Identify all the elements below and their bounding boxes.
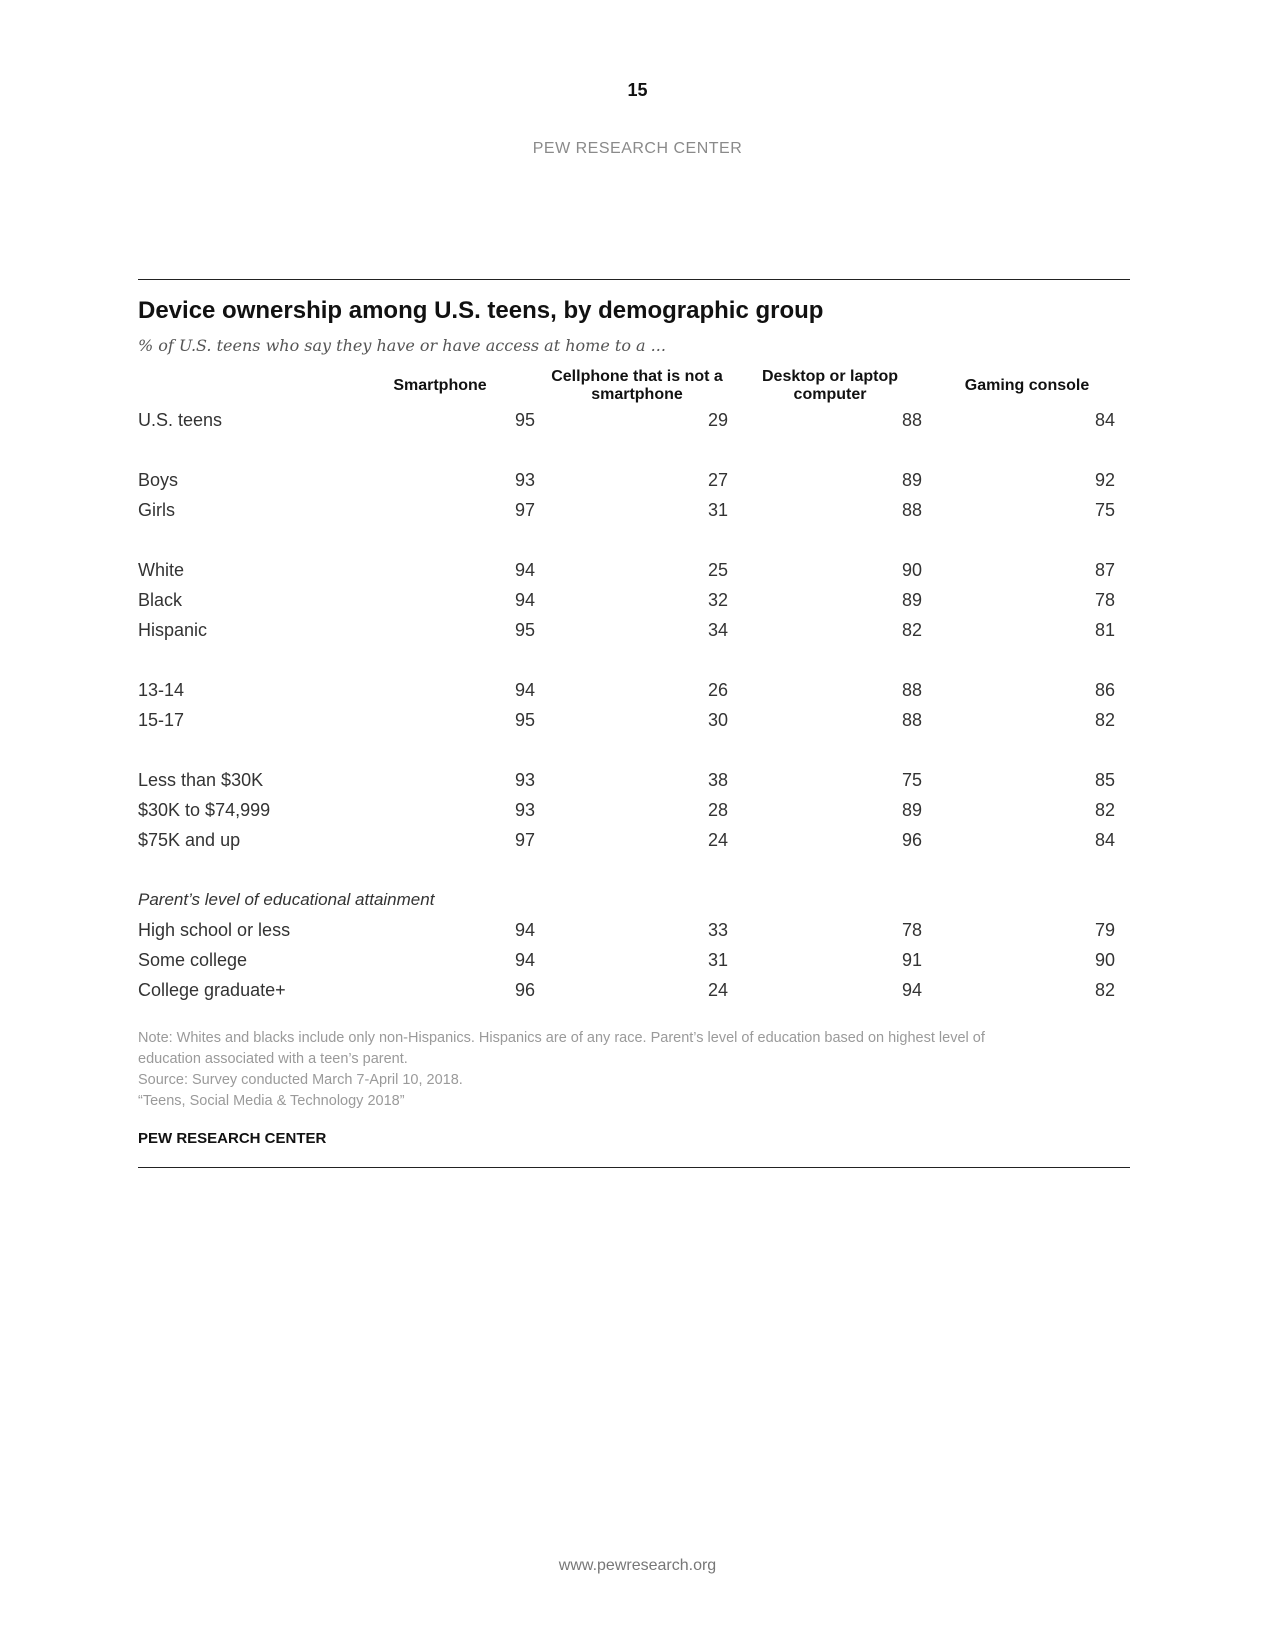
table-subtitle: % of U.S. teens who say they have or have access at home to a ...: [138, 336, 666, 355]
cell-cellphone: 31: [707, 500, 729, 520]
table-note: [138, 1028, 1098, 1112]
row-label: Black: [138, 590, 183, 610]
row-label: Boys: [138, 470, 179, 490]
cell-gaming-console: 82: [1094, 710, 1116, 730]
cell-gaming-console: 84: [1094, 830, 1116, 850]
cell-smartphone: 94: [514, 680, 536, 700]
cell-cellphone: 32: [707, 590, 729, 610]
row-label: 15-17: [138, 710, 185, 730]
table-row: [138, 495, 1130, 525]
cell-gaming-console: 81: [1094, 620, 1116, 640]
cell-smartphone: 95: [514, 410, 536, 430]
cell-computer: 88: [901, 410, 923, 430]
table-row: [138, 465, 1130, 495]
report-title-line: “Teens, Social Media & Technology 2018”: [138, 1093, 405, 1109]
cell-computer: 89: [901, 590, 923, 610]
table-row: [138, 975, 1130, 1005]
cell-computer: 89: [901, 800, 923, 820]
table-row: [138, 585, 1130, 615]
cell-gaming-console: 84: [1094, 410, 1116, 430]
note-line: education associated with a teen’s parent.: [138, 1051, 408, 1067]
cell-smartphone: 97: [514, 500, 536, 520]
cell-gaming-console: 75: [1094, 500, 1116, 520]
table-row: [138, 795, 1130, 825]
cell-gaming-console: 85: [1094, 770, 1116, 790]
cell-smartphone: 94: [514, 590, 536, 610]
cell-smartphone: 93: [514, 800, 536, 820]
cell-computer: 88: [901, 710, 923, 730]
cell-cellphone: 30: [707, 710, 729, 730]
cell-gaming-console: 79: [1094, 920, 1116, 940]
cell-computer: 96: [901, 830, 923, 850]
row-label: Hispanic: [138, 620, 208, 640]
cell-computer: 90: [901, 560, 923, 580]
cell-computer: 88: [901, 500, 923, 520]
table-row: [138, 555, 1130, 585]
table-title: Device ownership among U.S. teens, by demographic group: [138, 297, 824, 324]
cell-gaming-console: 86: [1094, 680, 1116, 700]
top-rule: [138, 279, 1130, 280]
row-label: College graduate+: [138, 980, 286, 1000]
column-header-gaming-console: Gaming console: [964, 377, 1090, 394]
cell-computer: 82: [901, 620, 923, 640]
cell-cellphone: 28: [707, 800, 729, 820]
bottom-rule: [138, 1167, 1130, 1168]
table-row: [138, 405, 1130, 435]
table-row: [138, 705, 1130, 735]
cell-cellphone: 24: [707, 830, 729, 850]
cell-computer: 88: [901, 680, 923, 700]
row-label: $75K and up: [138, 830, 241, 850]
cell-cellphone: 26: [707, 680, 729, 700]
page-number: 15: [627, 80, 648, 100]
cell-cellphone: 31: [707, 950, 729, 970]
cell-cellphone: 25: [707, 560, 729, 580]
column-header-computer: Desktop or laptop computer: [761, 368, 898, 403]
table-row: [138, 615, 1130, 645]
table-row: [138, 765, 1130, 795]
cell-cellphone: 33: [707, 920, 729, 940]
source-line: Source: Survey conducted March 7-April 10, 2018.: [138, 1072, 463, 1088]
table-row: [138, 915, 1130, 945]
row-label: White: [138, 560, 185, 580]
cell-gaming-console: 92: [1094, 470, 1116, 490]
cell-gaming-console: 78: [1094, 590, 1116, 610]
cell-smartphone: 95: [514, 710, 536, 730]
cell-computer: 78: [901, 920, 923, 940]
cell-computer: 91: [901, 950, 923, 970]
footer-url: www.pewresearch.org: [558, 1557, 717, 1574]
cell-cellphone: 24: [707, 980, 729, 1000]
table-row: [138, 825, 1130, 855]
cell-computer: 75: [901, 770, 923, 790]
cell-smartphone: 96: [514, 980, 536, 1000]
cell-smartphone: 94: [514, 950, 536, 970]
running-header: PEW RESEARCH CENTER: [532, 140, 743, 157]
cell-gaming-console: 82: [1094, 980, 1116, 1000]
cell-smartphone: 95: [514, 620, 536, 640]
cell-smartphone: 97: [514, 830, 536, 850]
cell-smartphone: 94: [514, 920, 536, 940]
cell-gaming-console: 87: [1094, 560, 1116, 580]
source-organization: PEW RESEARCH CENTER: [138, 1130, 327, 1147]
cell-gaming-console: 90: [1094, 950, 1116, 970]
table-row: [138, 675, 1130, 705]
cell-computer: 89: [901, 470, 923, 490]
row-label: U.S. teens: [138, 410, 223, 430]
cell-cellphone: 34: [707, 620, 729, 640]
cell-smartphone: 93: [514, 770, 536, 790]
cell-smartphone: 93: [514, 470, 536, 490]
row-label: $30K to $74,999: [138, 800, 271, 820]
education-group-heading: Parent’s level of educational attainment: [138, 890, 435, 909]
cell-gaming-console: 82: [1094, 800, 1116, 820]
column-header-smartphone: Smartphone: [393, 377, 487, 394]
cell-cellphone: 27: [707, 470, 729, 490]
cell-smartphone: 94: [514, 560, 536, 580]
row-label: Girls: [138, 500, 175, 520]
cell-cellphone: 29: [707, 410, 729, 430]
note-line: Note: Whites and blacks include only non-Hispanics. Hispanics are of any race. Parent’s level of education based on highest level of: [138, 1030, 985, 1046]
row-label: High school or less: [138, 920, 291, 940]
row-label: Less than $30K: [138, 770, 264, 790]
row-label: Some college: [138, 950, 248, 970]
cell-computer: 94: [901, 980, 923, 1000]
cell-cellphone: 38: [707, 770, 729, 790]
table-row: [138, 945, 1130, 975]
column-header-cellphone: Cellphone that is not a smartphone: [551, 368, 723, 403]
row-label: 13-14: [138, 680, 185, 700]
